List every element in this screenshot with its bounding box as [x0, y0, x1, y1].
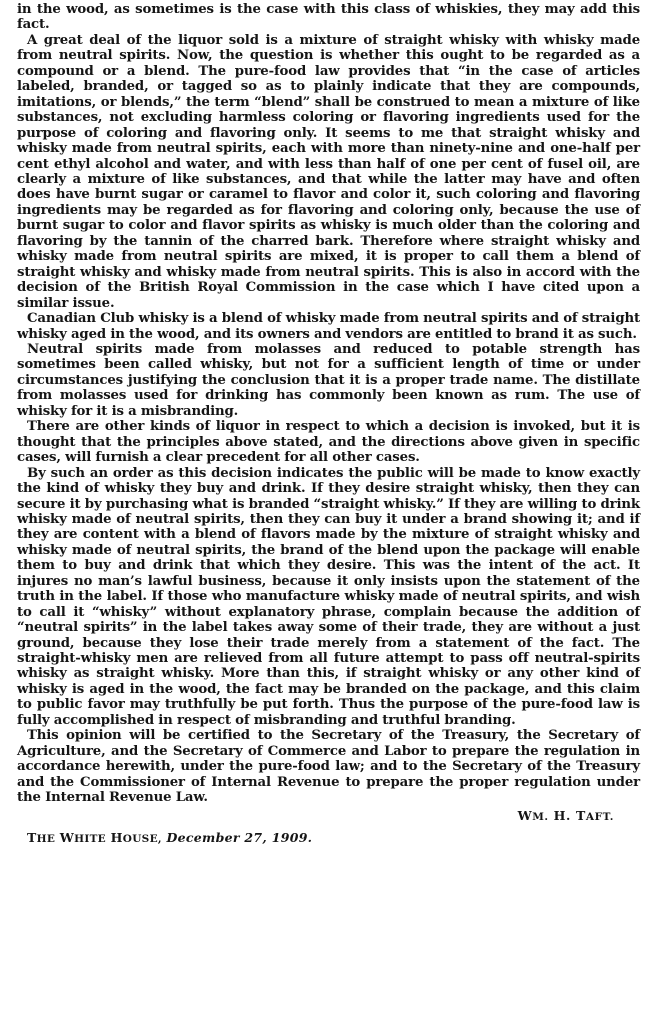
signature-initial-t: T: [575, 807, 586, 823]
paragraph-certification: This opinion will be certified to the Secretary of the Treasury, the Secretary of Agriculture, and the Secretary of Commerce and Labor to prepare the regulation in accordance herewith, under the pure-food law; and to the Secretary of the Treasury and the Commissioner of Internal Revenue to prepare the proper regulation under the Internal Revenue Law.: [17, 728, 640, 806]
place-he: HE: [36, 832, 56, 845]
signature-small-m: M.: [532, 810, 549, 823]
place-w: W: [59, 829, 75, 845]
paragraph-blend-definition: A great deal of the liquor sold is a mixture of straight whisky with whisky made from neutral spirits. Now, the question is whether this ought to be regarded as a compound or a blend. The pure-food law provides that “in the case of articles labeled, branded, or tagged so as to plainly indicate that they are compounds, imitations, or blends,” the term “blend” shall be construed to mean a mixture of like substances, not excluding harmless coloring or flavoring ingredients used for the purpose of coloring and flavoring only. It seems to me that straight whisky and whisky made from neutral spirits, each with more than ninety-nine and one-half per cent ethyl alcohol and water, and with less than half of one per cent of fusel oil, are clearly a mixture of like substances, and that while the latter may have and often does have burnt sugar or caramel to flavor and color it, such coloring and flavoring ingredients may be regarded as for flavoring and coloring only, because the use of burnt sugar to color and flavor spirits as whisky is much older than the coloring and flavoring by the tannin of the charred bark. Therefore where straight whisky and whisky made from neutral spirits are mixed, it is proper to call them a blend of straight whisky and whisky made from neutral spirits. This is also in accord with the decision of the British Royal Commission in the case which I have cited upon a similar issue.: [17, 32, 640, 311]
dateline: [27, 830, 640, 847]
document-page: [17, 2, 640, 847]
dateline-place: [27, 830, 162, 845]
dateline-date: December 27, 1909.: [166, 829, 313, 845]
signature: [17, 808, 614, 825]
signature-initial-w: W: [517, 807, 533, 823]
place-ouse: OUSE,: [122, 832, 162, 845]
signature-small-aft: AFT.: [585, 810, 614, 823]
paragraph-canadian-club: Canadian Club whisky is a blend of whisky made from neutral spirits and of straight whisky aged in the wood, and its owners and vendors are entitled to brand it as such.: [17, 311, 640, 342]
signature-initial-h: H.: [553, 807, 572, 823]
place-h: H: [110, 829, 123, 845]
paragraph-continuation: in the wood, as sometimes is the case with this class of whiskies, they may add this fact.: [17, 2, 640, 33]
paragraph-public-effect: By such an order as this decision indicates the public will be made to know exactly the kind of whisky they buy and drink. If they desire straight whisky, then they can secure it by purchasing what is branded “straight whisky.” If they are willing to drink whisky made of neutral spirits, then they can buy it under a brand showing it; and if they are content with a blend of flavors made by the mixture of straight whisky and whisky made of neutral spirits, the brand of the blend upon the package will enable them to buy and drink that which they desire. This was the intent of the act. It injures no man’s lawful business, because it only insists upon the statement of the truth in the label. If those who manufacture whisky made of neutral spirits, and wish to call it “whisky” without explanatory phrase, complain because the addition of “neutral spirits” in the label takes away some of their trade, they are without a just ground, because they lose their trade merely from a statement of the fact. The straight-whisky men are relieved from all future attempt to pass off neutral-spirits whisky as straight whisky. More than this, if straight whisky or any other kind of whisky is aged in the wood, the fact may be branded on the package, and this claim to public favor may truthfully be put forth. Thus the purpose of the pure-food law is fully accomplished in respect of misbranding and truthful branding.: [17, 465, 640, 728]
paragraph-other-liquors: There are other kinds of liquor in respect to which a decision is invoked, but it is thought that the principles above stated, and the directions above given in specific cases, will furnish a clear precedent for all other cases.: [17, 419, 640, 466]
paragraph-molasses-spirits: Neutral spirits made from molasses and reduced to potable strength has sometimes been called whisky, but not for a sufficient length of time or under circumstances justifying the conclusion that it is a proper trade name. The distillate from molasses used for drinking has commonly been known as rum. The use of whisky for it is a misbranding.: [17, 341, 640, 419]
place-hite: HITE: [74, 832, 106, 845]
place-t: T: [27, 829, 37, 845]
